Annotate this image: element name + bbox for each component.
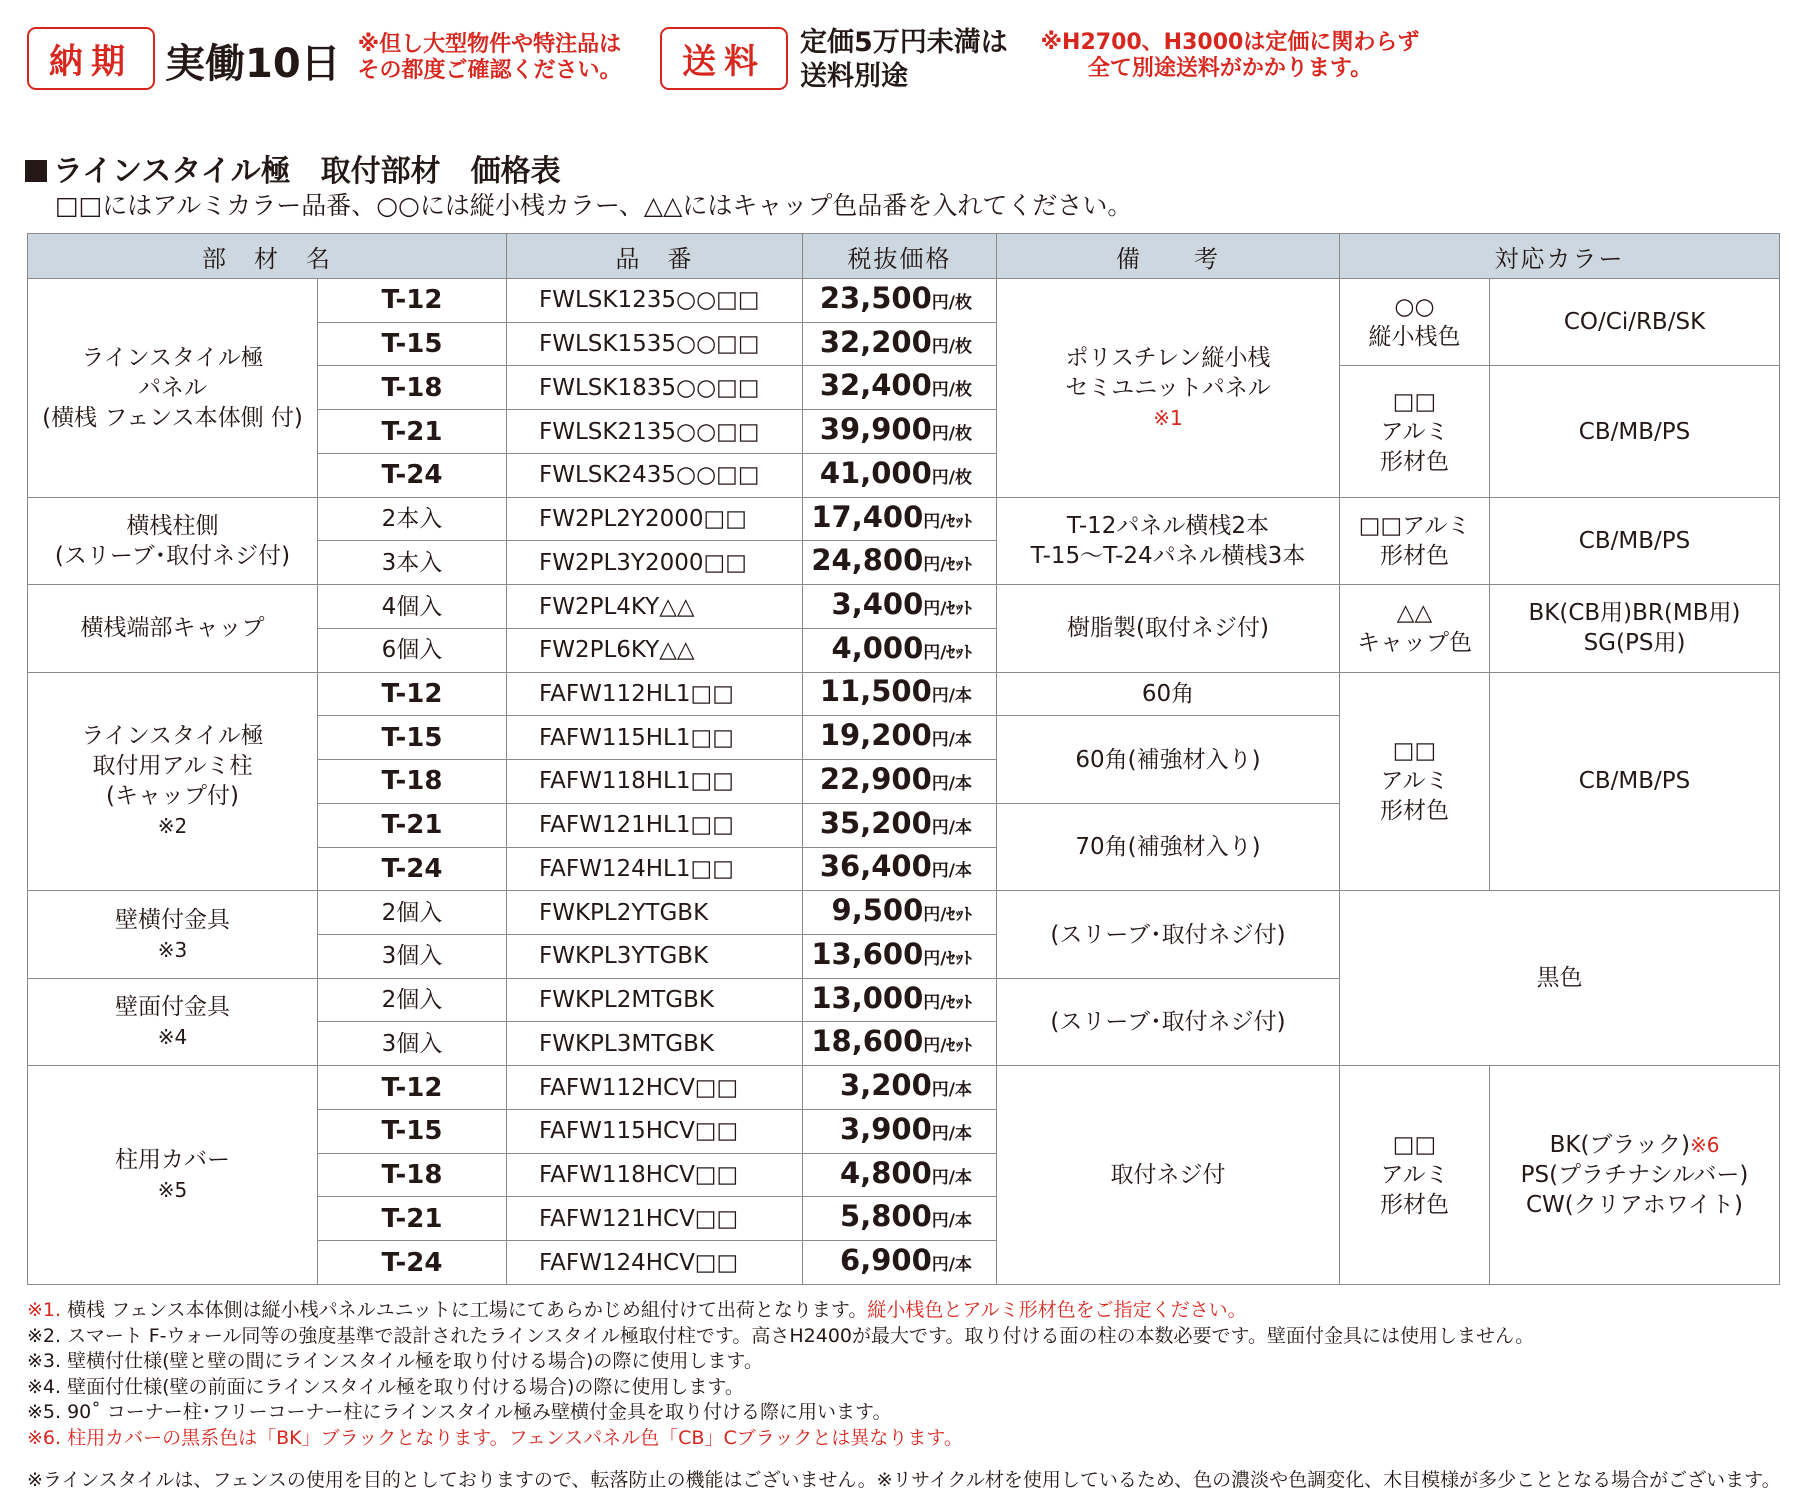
- price-value: 13,000: [811, 980, 924, 1015]
- footnote-6: ※6. 柱用カバーの黒系色は「BK」ブラックとなります。フェンスパネル色「CB」Cブラックとは異なります。: [27, 1426, 963, 1449]
- size-cell: T-24: [318, 847, 507, 891]
- price-cell: [803, 1241, 997, 1285]
- table-row: [28, 279, 1780, 323]
- color-value-post-side: CB/MB/PS: [1490, 497, 1780, 584]
- footnote-2: ※2. スマート F-ウォール同等の強度基準で設計されたラインスタイル極取付柱です。高さH2400が最大です。取り付ける面の柱の本数必要です。壁面付金具には使用しません。: [27, 1324, 1535, 1347]
- size-cell: T-15: [318, 716, 507, 760]
- section-title-text: ラインスタイル極 取付部材 価格表: [53, 154, 561, 189]
- group-name-line: 柱用カバー: [115, 1147, 230, 1174]
- price-unit: 円/枚: [931, 336, 972, 357]
- price-value: 13,600: [811, 936, 924, 971]
- remarks-line: ポリスチレン縦小桟: [1065, 344, 1271, 371]
- size-cell: 2個入: [318, 978, 507, 1022]
- price-unit: 円/ｾｯﾄ: [923, 905, 972, 926]
- code-cell: FWLSK1235○○□□: [507, 279, 803, 323]
- price-unit: 円/本: [931, 817, 972, 838]
- code-cell: FWKPL2YTGBK: [507, 891, 803, 935]
- price-unit: 円/ｾｯﾄ: [923, 992, 972, 1013]
- delivery-value: 実働10日: [165, 41, 341, 87]
- price-value: 3,200: [840, 1068, 932, 1103]
- price-cell: [803, 1022, 997, 1066]
- price-unit: 円/ｾｯﾄ: [923, 599, 972, 619]
- size-cell: 6個入: [318, 628, 507, 672]
- price-unit: 円/ｾｯﾄ: [923, 642, 972, 663]
- price-unit: 円/枚: [931, 292, 972, 313]
- group-name-line: パネル: [138, 374, 207, 401]
- size-cell: T-24: [318, 453, 507, 497]
- price-unit: 円/本: [931, 773, 972, 794]
- remarks-footnote-mark: ※1: [1153, 405, 1183, 430]
- size-cell: T-18: [318, 366, 507, 410]
- price-cell: [803, 585, 997, 629]
- remarks-wall-side: (スリーブ･取付ネジ付): [997, 891, 1340, 978]
- delivery-note-line: ※但し大型物件や特注品は: [357, 32, 622, 57]
- color-type-panel-b: [1340, 366, 1490, 497]
- color-value-line: CW(クリアホワイト): [1525, 1192, 1744, 1219]
- code-cell: FAFW115HL1□□: [507, 716, 803, 760]
- remarks-alum-post-2: 60角(補強材入り): [997, 716, 1340, 803]
- price-unit: 円/本: [931, 1080, 972, 1101]
- price-value: 6,900: [840, 1243, 932, 1278]
- remarks-line: セミユニットパネル: [1065, 374, 1271, 401]
- price-value: 35,200: [819, 805, 932, 840]
- size-cell: T-15: [318, 322, 507, 366]
- price-value: 32,400: [819, 368, 932, 403]
- color-type-line: 形材色: [1380, 1192, 1449, 1219]
- color-value-cover: [1490, 1066, 1780, 1285]
- group-name-line: ラインスタイル極: [81, 344, 264, 371]
- price-value: 4,800: [840, 1155, 932, 1190]
- table-row: [28, 672, 1780, 716]
- footnote-4: ※4. 壁面付仕様(壁の前面にラインスタイル極を取り付ける場合)の際に使用します。: [27, 1375, 744, 1398]
- price-unit: 円/本: [931, 1167, 972, 1188]
- price-unit: 円/本: [931, 1255, 972, 1276]
- price-value: 11,500: [819, 674, 932, 709]
- color-type-line: □□アルミ: [1358, 512, 1471, 539]
- price-table: [27, 233, 1780, 1285]
- price-unit: 円/ｾｯﾄ: [923, 1036, 972, 1057]
- footnotes: [27, 1298, 1534, 1451]
- price-unit: 円/本: [931, 1211, 972, 1232]
- price-cell: [803, 279, 997, 323]
- remarks-alum-post-3: 70角(補強材入り): [997, 803, 1340, 890]
- shipping-label: 送料: [682, 42, 766, 82]
- price-unit: 円/本: [931, 1123, 972, 1144]
- price-unit: 円/本: [931, 730, 972, 751]
- color-type-cover: [1340, 1066, 1490, 1285]
- shipping-note-line: 全て別途送料がかかります。: [1087, 56, 1373, 81]
- color-type-line: ○○: [1394, 294, 1435, 321]
- code-cell: FW2PL6KY△△: [507, 628, 803, 672]
- header-part-number: 品 番: [507, 234, 803, 279]
- header-part-name: 部 材 名: [28, 234, 507, 279]
- price-unit: 円/本: [931, 861, 972, 882]
- code-cell: FAFW121HCV□□: [507, 1197, 803, 1241]
- price-value: 4,000: [831, 630, 924, 665]
- code-cell: FAFW118HCV□□: [507, 1153, 803, 1197]
- code-cell: FAFW124HL1□□: [507, 847, 803, 891]
- color-type-line: キャップ色: [1357, 630, 1472, 657]
- section-title: [25, 146, 561, 190]
- table-header-row: [28, 234, 1780, 279]
- color-type-post-side: [1340, 497, 1490, 584]
- price-cell: [803, 1109, 997, 1153]
- price-unit: 円/ｾｯﾄ: [923, 511, 972, 532]
- price-cell: [803, 803, 997, 847]
- color-value-panel-b: CB/MB/PS: [1490, 366, 1780, 497]
- size-cell: T-21: [318, 1197, 507, 1241]
- price-cell: [803, 978, 997, 1022]
- group-name-line: ラインスタイル極: [81, 723, 264, 750]
- remarks-post-side: [997, 497, 1340, 584]
- price-value: 3,400: [831, 587, 924, 621]
- price-unit: 円/本: [931, 686, 972, 707]
- header-price: 税抜価格: [803, 234, 997, 279]
- color-type-line: 形材色: [1380, 798, 1449, 825]
- price-cell: [803, 716, 997, 760]
- size-cell: T-12: [318, 1066, 507, 1110]
- header-remarks: 備 考: [997, 234, 1340, 279]
- group-name-footnote-mark: ※3: [157, 937, 188, 962]
- price-value: 22,900: [819, 761, 932, 796]
- table-row: [28, 497, 1780, 541]
- price-value: 5,800: [840, 1199, 932, 1234]
- code-cell: FWKPL3MTGBK: [507, 1022, 803, 1066]
- price-unit: 円/枚: [931, 424, 972, 445]
- price-cell: [803, 453, 997, 497]
- price-cell: [803, 1066, 997, 1110]
- remarks-wall-face: (スリーブ･取付ネジ付): [997, 978, 1340, 1065]
- price-value: 18,600: [811, 1024, 924, 1059]
- price-unit: 円/ｾｯﾄ: [923, 555, 972, 576]
- price-cell: [803, 1153, 997, 1197]
- color-value-wall: 黒色: [1340, 891, 1780, 1066]
- size-cell: T-15: [318, 1109, 507, 1153]
- color-value-end-cap: [1490, 585, 1780, 672]
- shipping-value-line: 送料別途: [800, 61, 908, 92]
- disclaimer: ※ラインスタイルは、フェンスの使用を目的としておりますので、転落防止の機能はございません。※リサイクル材を使用しているため、色の濃淡や色調変化、木目模様が多少こととなる場合がございます。: [27, 1469, 1781, 1491]
- code-cell: FAFW121HL1□□: [507, 803, 803, 847]
- price-cell: [803, 628, 997, 672]
- group-name-end-cap: 横桟端部キャップ: [28, 585, 318, 672]
- color-type-end-cap: [1340, 585, 1490, 672]
- code-cell: FAFW118HL1□□: [507, 760, 803, 804]
- color-type-line: □□: [1392, 1132, 1437, 1159]
- color-type-panel-a: [1340, 279, 1490, 366]
- size-cell: 2本入: [318, 497, 507, 541]
- shipping-value-line: 定価5万円未満は: [800, 27, 1008, 58]
- table-row: [28, 585, 1780, 629]
- group-name-line: 横桟柱側: [126, 512, 219, 539]
- color-type-line: □□: [1392, 738, 1437, 765]
- size-cell: T-21: [318, 410, 507, 454]
- color-type-line: 形材色: [1380, 542, 1449, 569]
- code-cell: FW2PL2Y2000□□: [507, 497, 803, 541]
- group-name-line: (キャップ付): [106, 783, 239, 810]
- color-value-panel-a: CO/Ci/RB/SK: [1490, 279, 1780, 366]
- price-value: 17,400: [811, 499, 924, 534]
- price-cell: [803, 366, 997, 410]
- color-type-line: 形材色: [1380, 448, 1449, 475]
- group-name-footnote-mark: ※4: [157, 1024, 188, 1049]
- table-row: [28, 891, 1780, 935]
- remarks-line: T-12パネル横桟2本: [1066, 512, 1270, 539]
- group-name-line: 壁横付金具: [115, 906, 230, 933]
- price-cell: [803, 891, 997, 935]
- delivery-label: 納期: [49, 42, 133, 82]
- color-type-line: 縦小桟色: [1368, 324, 1461, 351]
- header-colors: 対応カラー: [1340, 234, 1780, 279]
- color-value-line: PS(プラチナシルバー): [1520, 1162, 1749, 1189]
- footnote-1: [27, 1298, 1534, 1324]
- color-value-line: BK(CB用)BR(MB用): [1528, 600, 1741, 627]
- footnote-emphasis: 縦小桟色とアルミ形材色をご指定ください。: [867, 1299, 1247, 1321]
- group-name-line: 取付用アルミ柱: [92, 753, 253, 780]
- price-value: 41,000: [819, 455, 932, 490]
- price-cell: [803, 322, 997, 366]
- table-row: [28, 1066, 1780, 1110]
- price-cell: [803, 497, 997, 541]
- price-value: 39,900: [819, 412, 932, 447]
- delivery-note: [352, 32, 627, 84]
- price-value: 19,200: [819, 718, 932, 753]
- code-cell: FAFW112HCV□□: [507, 1066, 803, 1110]
- group-name-cover: [28, 1066, 318, 1285]
- code-cell: FWLSK1835○○□□: [507, 366, 803, 410]
- size-cell: T-21: [318, 803, 507, 847]
- code-cell: FWKPL2MTGBK: [507, 978, 803, 1022]
- price-unit: 円/枚: [931, 380, 972, 401]
- color-type-line: アルミ: [1380, 768, 1449, 795]
- group-name-panel: [28, 279, 318, 498]
- color-type-line: アルミ: [1380, 418, 1449, 445]
- price-value: 3,900: [840, 1111, 932, 1146]
- group-name-alum-post: [28, 672, 318, 891]
- group-name-line: (スリーブ･取付ネジ付): [54, 542, 291, 569]
- size-cell: T-24: [318, 1241, 507, 1285]
- price-cell: [803, 541, 997, 585]
- price-value: 24,800: [811, 543, 924, 578]
- code-cell: FWLSK2435○○□□: [507, 453, 803, 497]
- price-cell: [803, 847, 997, 891]
- shipping-note-line: ※H2700、H3000は定価に関わらず: [1040, 30, 1420, 55]
- price-cell: [803, 1197, 997, 1241]
- footnote-5: ※5. 90˚ コーナー柱･フリーコーナー柱にラインスタイル極み壁横付金具を取り付ける際に用います。: [27, 1401, 892, 1423]
- price-cell: [803, 410, 997, 454]
- color-footnote-mark: ※6: [1689, 1133, 1720, 1158]
- size-cell: 3個入: [318, 1022, 507, 1066]
- size-cell: T-12: [318, 672, 507, 716]
- code-cell: FW2PL4KY△△: [507, 585, 803, 629]
- group-name-wall-face: [28, 978, 318, 1065]
- remarks-panel: [997, 279, 1340, 498]
- group-name-footnote-mark: ※5: [157, 1178, 188, 1203]
- footnote-3: ※3. 壁横付仕様(壁と壁の間にラインスタイル極を取り付ける場合)の際に使用します。: [27, 1350, 763, 1372]
- price-unit: 円/ｾｯﾄ: [923, 948, 972, 969]
- code-cell: FWLSK1535○○□□: [507, 322, 803, 366]
- price-cell: [803, 935, 997, 979]
- black-square-icon: [25, 160, 47, 182]
- remarks-line: T-15～T-24パネル横桟3本: [1030, 542, 1306, 569]
- code-cell: FWLSK2135○○□□: [507, 410, 803, 454]
- color-value-line: [1494, 1130, 1775, 1160]
- group-name-footnote-mark: ※2: [157, 814, 188, 839]
- delivery-label-box: [27, 27, 155, 90]
- price-value: 36,400: [819, 849, 932, 884]
- price-unit: 円/枚: [931, 467, 972, 488]
- remarks-cover: 取付ネジ付: [997, 1066, 1340, 1285]
- price-cell: [803, 672, 997, 716]
- code-cell: FW2PL3Y2000□□: [507, 541, 803, 585]
- color-value-line: SG(PS用): [1583, 630, 1686, 657]
- size-cell: 2個入: [318, 891, 507, 935]
- shipping-value: [800, 26, 1008, 94]
- color-value-text: BK(ブラック): [1549, 1132, 1690, 1159]
- color-type-line: アルミ: [1380, 1162, 1449, 1189]
- shipping-label-box: [660, 27, 788, 90]
- group-name-post-side: [28, 497, 318, 584]
- color-type-line: □□: [1392, 388, 1437, 415]
- shipping-note: [1040, 30, 1420, 82]
- color-type-alum-post: [1340, 672, 1490, 891]
- size-cell: 3個入: [318, 935, 507, 979]
- color-type-line: △△: [1396, 600, 1433, 627]
- group-name-line: (横桟 フェンス本体側 付): [42, 404, 303, 431]
- footnote-mark: ※1.: [27, 1299, 62, 1321]
- price-value: 9,500: [831, 893, 924, 928]
- size-cell: T-12: [318, 279, 507, 323]
- size-cell: T-18: [318, 1153, 507, 1197]
- code-cell: FAFW124HCV□□: [507, 1241, 803, 1285]
- code-cell: FAFW115HCV□□: [507, 1109, 803, 1153]
- group-name-wall-side: [28, 891, 318, 978]
- price-value: 32,200: [819, 324, 932, 359]
- code-cell: FWKPL3YTGBK: [507, 935, 803, 979]
- delivery-note-line: その都度ご確認ください。: [357, 58, 622, 83]
- size-cell: T-18: [318, 760, 507, 804]
- footnote-text: 横桟 フェンス本体側は縦小桟パネルユニットに工場にてあらかじめ組付けて出荷となります。: [61, 1299, 868, 1321]
- price-value: 23,500: [819, 280, 932, 315]
- color-value-alum-post: CB/MB/PS: [1490, 672, 1780, 891]
- code-cell: FAFW112HL1□□: [507, 672, 803, 716]
- remarks-alum-post-1: 60角: [997, 672, 1340, 716]
- instruction-text: □□にはアルミカラー品番、○○には縦小桟カラー、△△にはキャップ色品番を入れてください。: [55, 191, 1133, 220]
- size-cell: 4個入: [318, 585, 507, 629]
- group-name-line: 壁面付金具: [115, 993, 230, 1020]
- price-cell: [803, 760, 997, 804]
- size-cell: 3本入: [318, 541, 507, 585]
- remarks-end-cap: 樹脂製(取付ネジ付): [997, 585, 1340, 672]
